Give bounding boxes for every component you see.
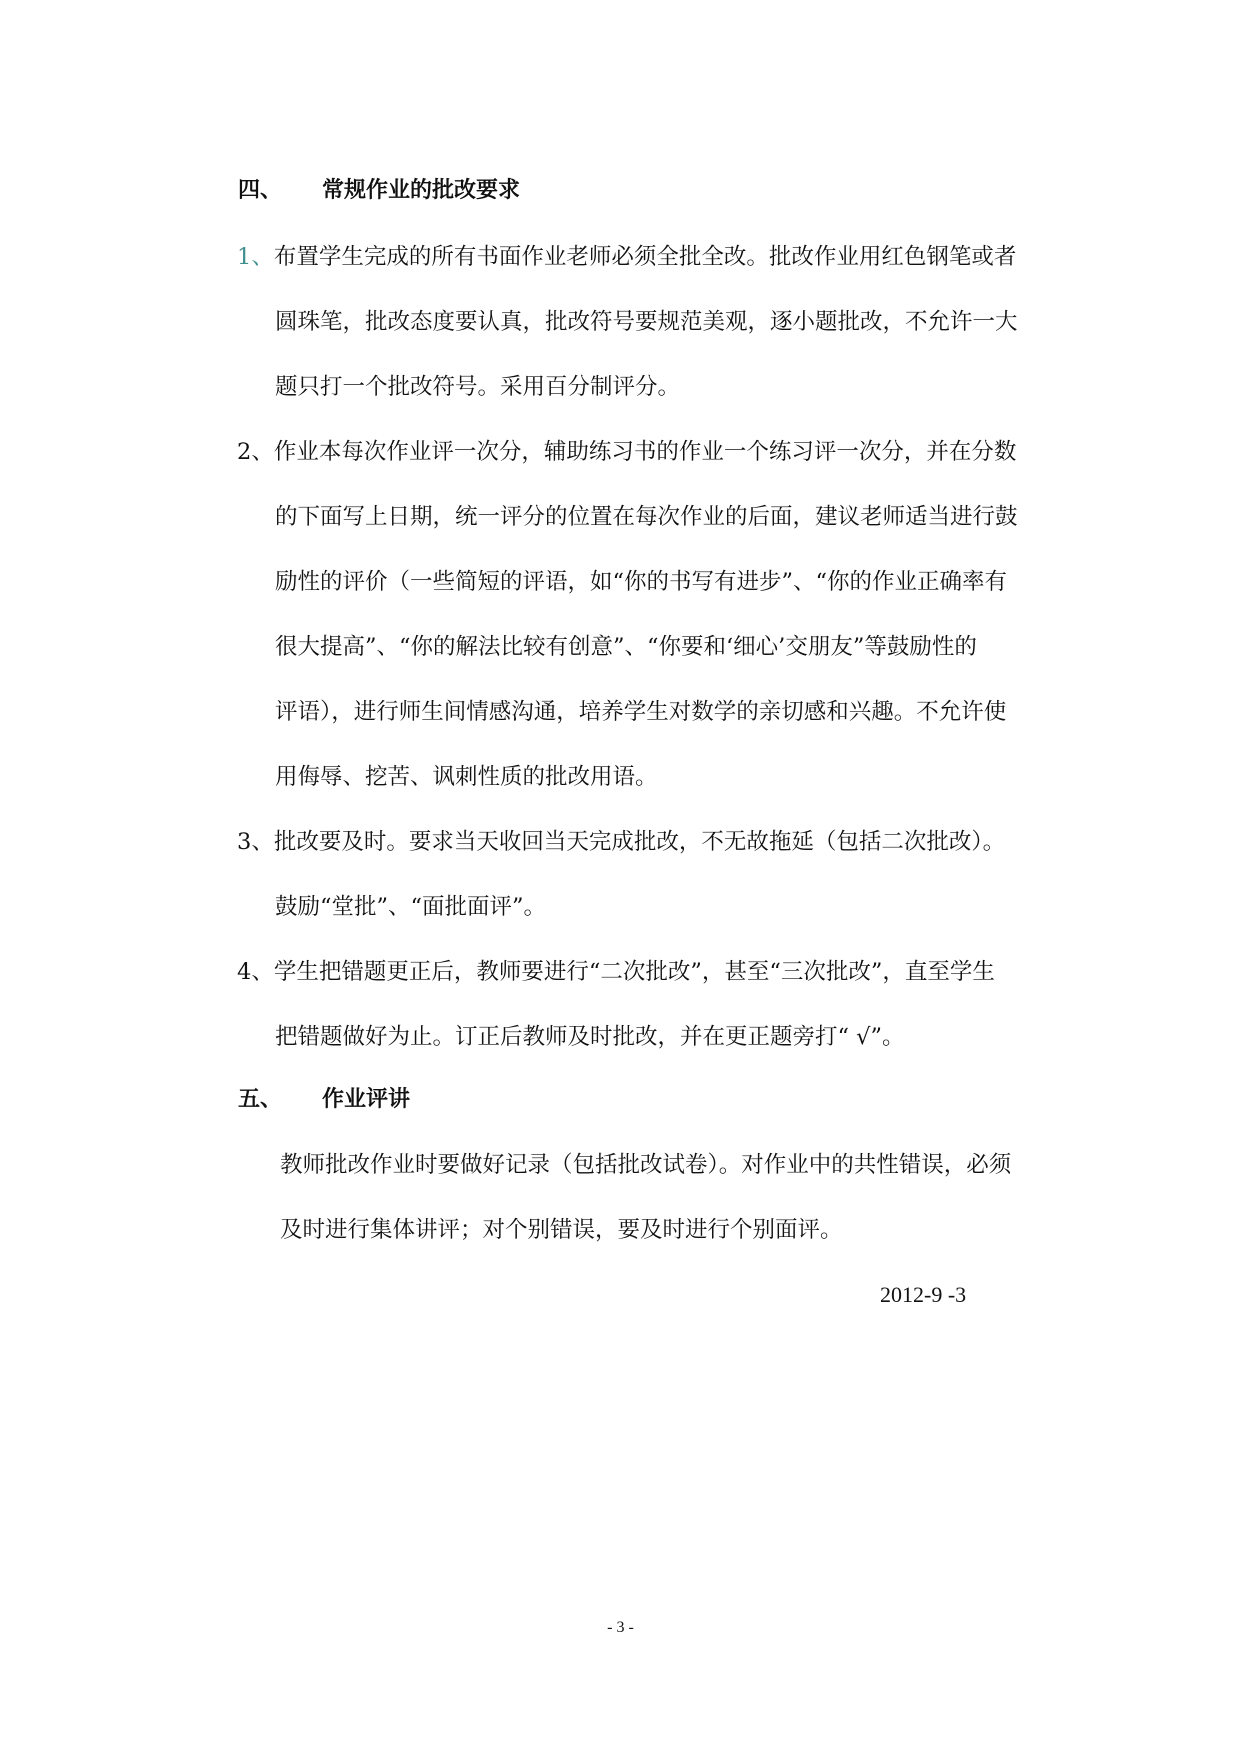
list-item-3-marker: 3、 bbox=[237, 829, 274, 855]
section-4-number: 四、 bbox=[238, 178, 283, 203]
section-5-title: 作业评讲 bbox=[322, 1087, 411, 1112]
list-item-2-line-1: 2、作业本每次作业评一次分，辅助练习书的作业一个练习评一次分，并在分数 bbox=[237, 439, 1017, 465]
page-number: - 3 - bbox=[607, 1619, 634, 1636]
list-item-3-line-1: 3、批改要及时。要求当天收回当天完成批改，不无故拖延（包括二次批改）。 bbox=[237, 829, 1006, 855]
list-item-1-line-3: 题只打一个批改符号。采用百分制评分。 bbox=[275, 374, 681, 400]
list-item-4-marker: 4、 bbox=[237, 959, 274, 985]
list-item-1-marker: 1、 bbox=[237, 244, 274, 270]
list-item-3 bbox=[237, 810, 1087, 940]
list-item-4-line-1: 4、学生把错题更正后，教师要进行“二次批改”，甚至“三次批改”，直至学生 bbox=[237, 959, 995, 985]
list-item-2 bbox=[237, 420, 1087, 810]
section-5-number: 五、 bbox=[238, 1087, 283, 1112]
list-item-1-line-2: 圆珠笔，批改态度要认真，批改符号要规范美观，逐小题批改，不允许一大 bbox=[275, 309, 1018, 335]
section-4-heading bbox=[238, 176, 520, 206]
list-item-4 bbox=[237, 940, 1087, 1070]
list-item-2-line-4: 很大提高”、“你的解法比较有创意”、“你要和‘细心’交朋友”等鼓励性的 bbox=[275, 634, 977, 660]
list-item-2-line-6: 用侮辱、挖苦、讽刺性质的批改用语。 bbox=[275, 764, 658, 790]
list-item-2-line-3: 励性的评价（一些简短的评语，如“你的书写有进步”、“你的作业正确率有 bbox=[275, 569, 1008, 595]
section-4-title: 常规作业的批改要求 bbox=[322, 178, 521, 203]
section-5-body bbox=[280, 1133, 1090, 1263]
list-item-1-line-1: 1、布置学生完成的所有书面作业老师必须全批全改。批改作业用红色钢笔或者 bbox=[237, 244, 1017, 270]
list-item-2-line-5: 评语），进行师生间情感沟通，培养学生对数学的亲切感和兴趣。不允许使 bbox=[275, 699, 1007, 725]
section-5-heading bbox=[238, 1085, 410, 1115]
list-item-2-line-2: 的下面写上日期，统一评分的位置在每次作业的后面，建议老师适当进行鼓 bbox=[275, 504, 1018, 530]
document-date: 2012-9 -3 bbox=[880, 1282, 967, 1307]
list-item-1 bbox=[237, 225, 1087, 420]
section-5-line-2: 及时进行集体讲评；对个别错误，要及时进行个别面评。 bbox=[280, 1217, 843, 1243]
section-5-line-1: 教师批改作业时要做好记录（包括批改试卷）。对作业中的共性错误，必须 bbox=[280, 1152, 1012, 1178]
list-item-3-line-2: 鼓励“堂批”、“面批面评”。 bbox=[275, 894, 547, 920]
list-item-2-marker: 2、 bbox=[237, 439, 274, 465]
list-item-4-line-2: 把错题做好为止。订正后教师及时批改，并在更正题旁打“ √”。 bbox=[275, 1024, 905, 1050]
